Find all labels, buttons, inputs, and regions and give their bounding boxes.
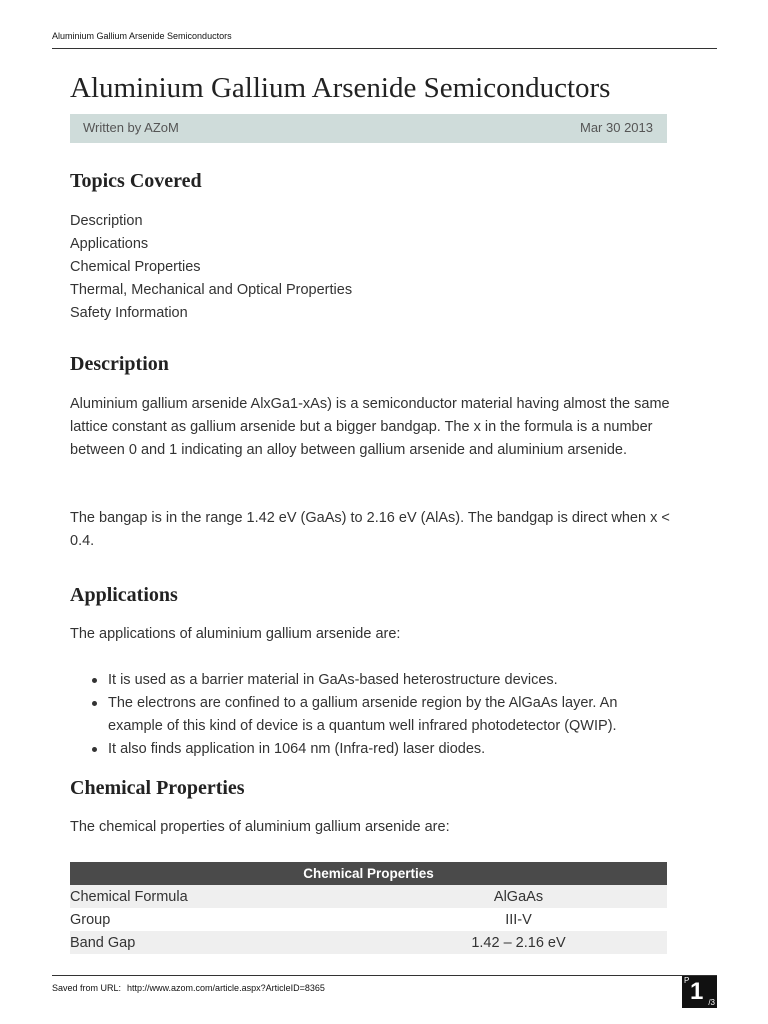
publish-date: Mar 30 2013 xyxy=(580,120,653,135)
list-item-text: It is used as a barrier material in GaAs-based heterostructure devices. xyxy=(108,672,558,688)
row-label: Group xyxy=(70,911,111,928)
row-value: III-V xyxy=(505,911,532,928)
topic-item-thermal-properties[interactable]: Thermal, Mechanical and Optical Properties xyxy=(70,282,353,298)
article-title: Aluminium Gallium Arsenide Semiconductors xyxy=(70,72,611,104)
header-divider xyxy=(52,48,717,49)
chemical-intro: The chemical properties of aluminium gallium arsenide are: xyxy=(70,819,450,835)
table-row xyxy=(70,931,667,954)
bullet-icon xyxy=(92,747,97,752)
saved-from-label: Saved from URL: xyxy=(52,983,122,993)
topic-item-safety[interactable]: Safety Information xyxy=(70,305,188,321)
bullet-icon xyxy=(92,678,97,683)
row-label: Chemical Formula xyxy=(70,885,370,908)
topic-item-chemical-properties[interactable]: Chemical Properties xyxy=(70,259,201,275)
row-value: AlGaAs xyxy=(370,885,667,908)
list-item-text: It also finds application in 1064 nm (Infra-red) laser diodes. xyxy=(108,741,486,757)
chemical-heading: Chemical Properties xyxy=(70,777,245,799)
applications-heading: Applications xyxy=(70,584,178,606)
description-paragraph-2: The bangap is in the range 1.42 eV (GaAs) to 2.16 eV (AlAs). The bandgap is direct when x < 0.4. xyxy=(70,510,670,549)
page-number: 1 xyxy=(690,978,704,1005)
author-text: Written by AZoM xyxy=(83,120,179,135)
topic-item-description[interactable]: Description xyxy=(70,213,143,229)
applications-list xyxy=(70,669,667,761)
footer xyxy=(52,983,325,993)
source-url-link[interactable]: http://www.azom.com/article.aspx?ArticleID=8365 xyxy=(127,983,325,993)
topics-list xyxy=(70,210,352,325)
description-heading: Description xyxy=(70,353,169,375)
page-prefix: P xyxy=(684,976,690,985)
bullet-icon xyxy=(92,701,97,706)
description-paragraph-1: Aluminium gallium arsenide AlxGa1-xAs) is a semiconductor material having almost the same lattice constant as gallium arsenide but a bigger bandgap. The x in the formula is a number between 0 and 1 indicating an alloy between gallium arsenide and aluminium arsenide. xyxy=(70,396,670,458)
page-indicator xyxy=(682,976,717,1008)
applications-intro: The applications of aluminium gallium arsenide are: xyxy=(70,626,401,642)
table-header: Chemical Properties xyxy=(70,862,667,885)
table-row xyxy=(70,908,667,931)
topics-heading: Topics Covered xyxy=(70,170,202,192)
list-item xyxy=(70,669,667,692)
row-label: Band Gap xyxy=(70,931,370,954)
table-header-row xyxy=(70,862,667,885)
row-value: 1.42 – 2.16 eV xyxy=(370,931,667,954)
list-item xyxy=(70,738,667,761)
list-item-text: The electrons are confined to a gallium arsenide region by the AlGaAs layer. An example of this kind of device is a quantum well infrared photodetector (QWIP). xyxy=(108,695,618,734)
page-total: /3 xyxy=(708,998,715,1007)
list-item xyxy=(70,692,667,738)
topic-item-applications[interactable]: Applications xyxy=(70,236,149,252)
running-header: Aluminium Gallium Arsenide Semiconductors xyxy=(52,31,232,41)
table-row xyxy=(70,885,667,908)
footer-divider xyxy=(52,975,717,976)
byline-bar xyxy=(70,114,667,143)
chemical-properties-table xyxy=(70,862,667,954)
